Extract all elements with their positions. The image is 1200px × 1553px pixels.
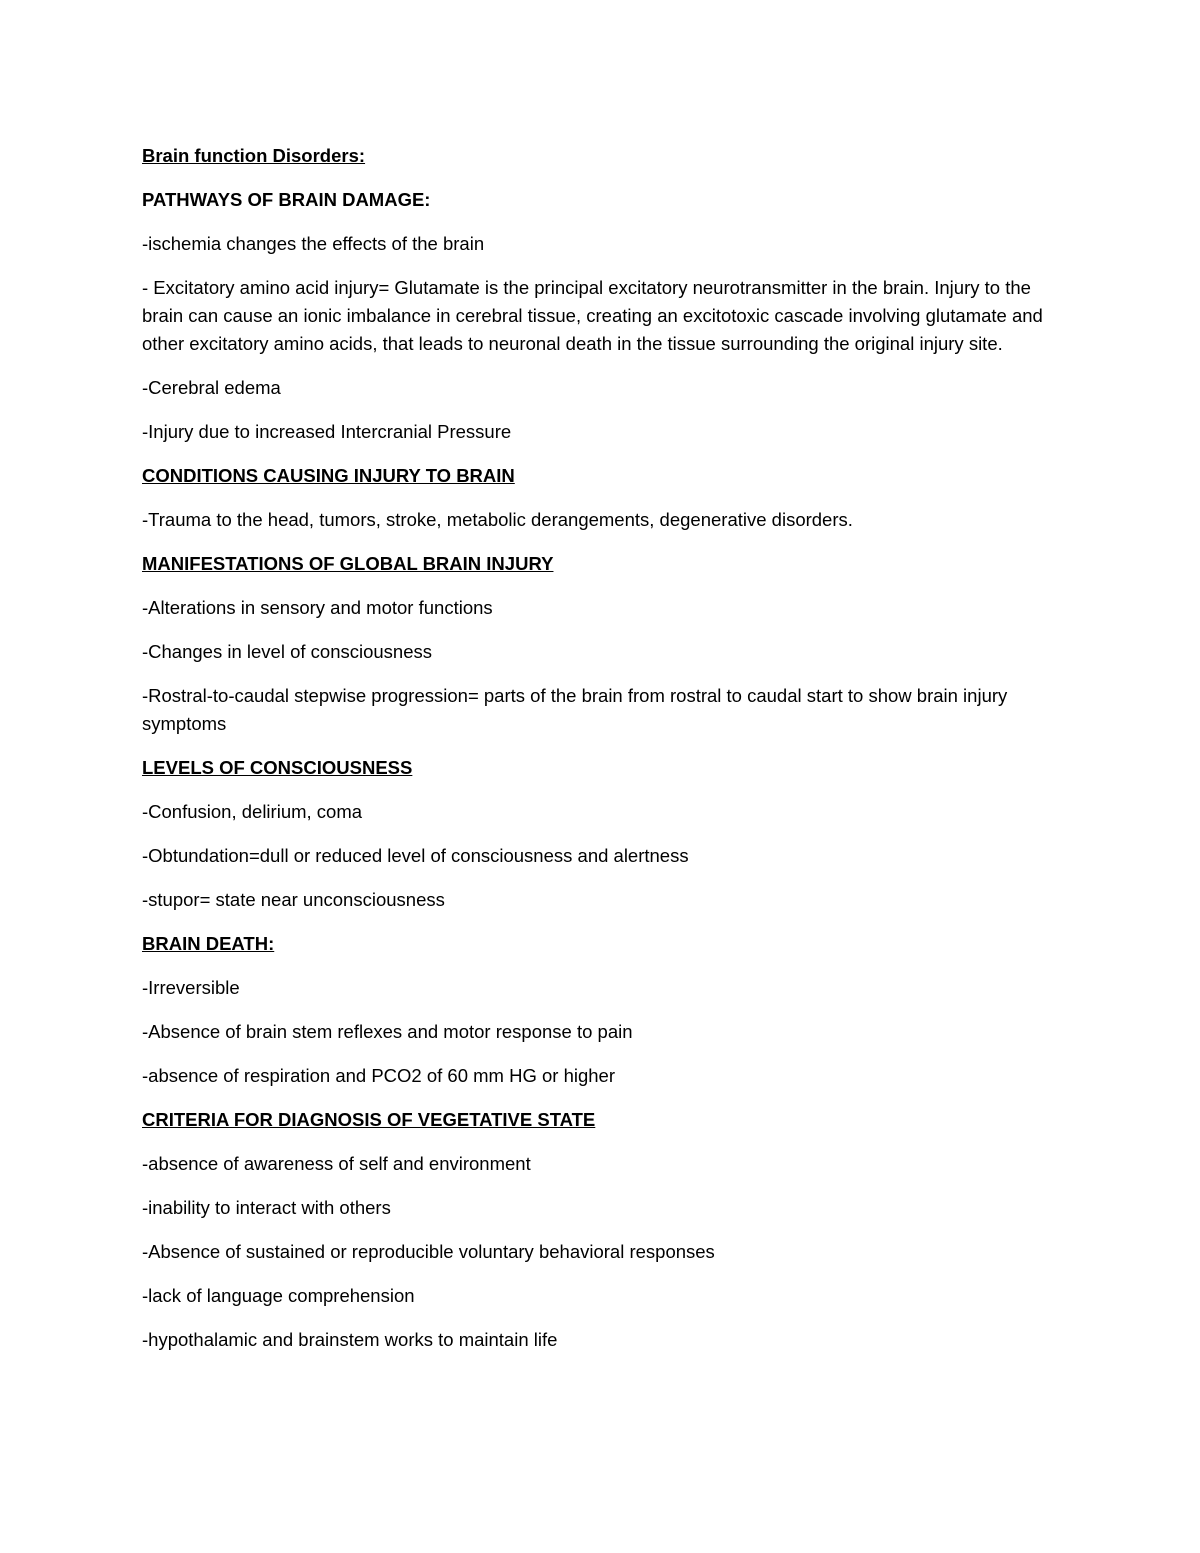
list-item: -stupor= state near unconsciousness bbox=[142, 889, 445, 910]
list-item: -Cerebral edema bbox=[142, 377, 281, 398]
list-item: -Injury due to increased Intercranial Pressure bbox=[142, 421, 512, 442]
list-item: -Absence of brain stem reflexes and motor response to pain bbox=[142, 1021, 633, 1042]
list-item: -inability to interact with others bbox=[142, 1197, 391, 1218]
list-item: - Excitatory amino acid injury= Glutamate is the principal excitatory neurotransmitter in the brain. Injury to the brain can cause an ionic imbalance in cerebral tissue, creating an excitotoxic cascade involving glutamate and other excitatory amino acids, that leads to neuronal death in the tissue surrounding the original injury site. bbox=[142, 277, 1043, 354]
document-body bbox=[142, 142, 1058, 1370]
section-heading-manifestations: MANIFESTATIONS OF GLOBAL BRAIN INJURY bbox=[142, 553, 554, 574]
list-item: -Alterations in sensory and motor functions bbox=[142, 597, 493, 618]
list-item: -Absence of sustained or reproducible voluntary behavioral responses bbox=[142, 1241, 715, 1262]
list-item: -absence of awareness of self and environment bbox=[142, 1153, 531, 1174]
list-item: -Obtundation=dull or reduced level of consciousness and alertness bbox=[142, 845, 689, 866]
list-item: -Trauma to the head, tumors, stroke, metabolic derangements, degenerative disorders. bbox=[142, 509, 853, 530]
list-item: -Rostral-to-caudal stepwise progression= parts of the brain from rostral to caudal start to show brain injury symptoms bbox=[142, 685, 1008, 734]
list-item: -ischemia changes the effects of the brain bbox=[142, 233, 485, 254]
section-heading-brain-death: BRAIN DEATH: bbox=[142, 933, 275, 954]
section-heading-levels: LEVELS OF CONSCIOUSNESS bbox=[142, 757, 413, 778]
list-item: -lack of language comprehension bbox=[142, 1285, 415, 1306]
section-heading-vegetative-state: CRITERIA FOR DIAGNOSIS OF VEGETATIVE STATE bbox=[142, 1109, 596, 1130]
list-item: -hypothalamic and brainstem works to maintain life bbox=[142, 1329, 558, 1350]
list-item: -absence of respiration and PCO2 of 60 mm HG or higher bbox=[142, 1065, 616, 1086]
section-heading-pathways: PATHWAYS OF BRAIN DAMAGE: bbox=[142, 189, 431, 210]
list-item: -Changes in level of consciousness bbox=[142, 641, 432, 662]
list-item: -Irreversible bbox=[142, 977, 240, 998]
section-heading-conditions: CONDITIONS CAUSING INJURY TO BRAIN bbox=[142, 465, 515, 486]
list-item: -Confusion, delirium, coma bbox=[142, 801, 363, 822]
document-title: Brain function Disorders: bbox=[142, 145, 366, 166]
